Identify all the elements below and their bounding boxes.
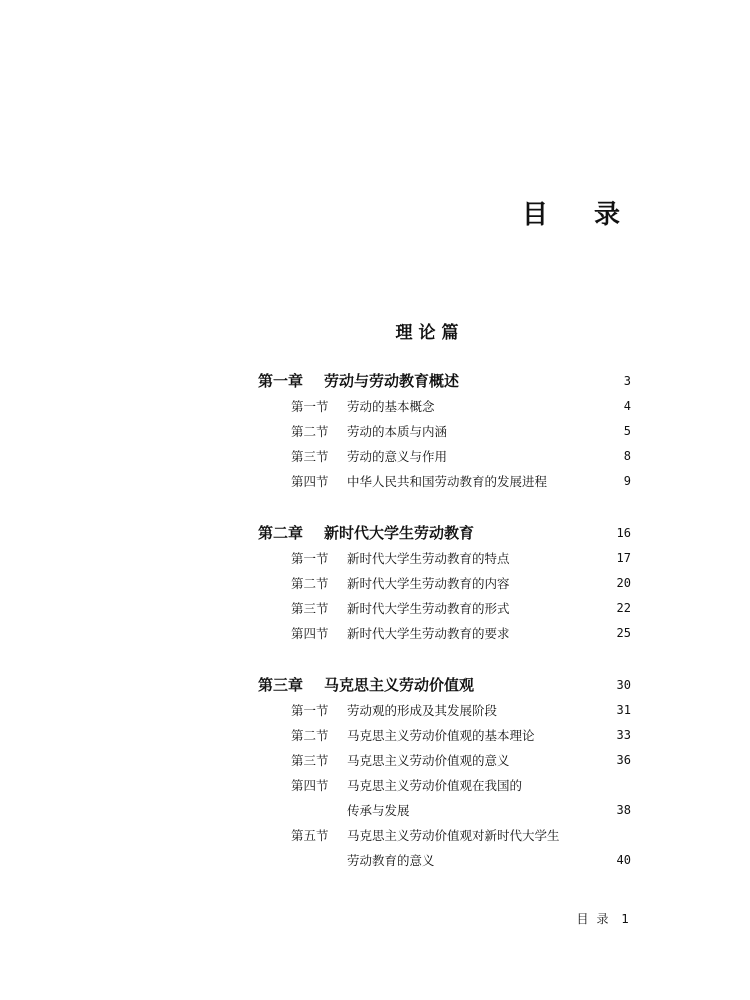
- chapter-number: 第一章: [258, 372, 304, 390]
- section-entry[interactable]: [258, 419, 631, 444]
- page-number: 3: [623, 374, 631, 388]
- part-heading: 理论篇: [395, 323, 465, 343]
- section-entry[interactable]: [258, 698, 631, 723]
- table-of-contents: [258, 368, 631, 873]
- section-number: 第一节: [291, 551, 329, 566]
- section-title: 劳动的基本概念: [347, 399, 435, 414]
- section-title: 马克思主义劳动价值观的基本理论: [347, 728, 535, 743]
- section-title: 中华人民共和国劳动教育的发展进程: [347, 474, 548, 489]
- chapter-title: 新时代大学生劳动教育: [324, 524, 475, 542]
- page-footer: [577, 910, 630, 927]
- section-entry[interactable]: [258, 723, 631, 748]
- section-number: 第三节: [291, 601, 329, 616]
- section-number: 第一节: [291, 703, 329, 718]
- section-number: 第四节: [291, 626, 329, 641]
- section-title: 劳动的意义与作用: [347, 449, 448, 464]
- page-number: 40: [616, 853, 631, 867]
- chapter-entry[interactable]: [258, 368, 631, 394]
- spacer: [258, 646, 631, 672]
- section-title-continued: 劳动教育的意义: [347, 853, 435, 868]
- page-number: 36: [616, 753, 631, 767]
- section-title: 新时代大学生劳动教育的特点: [347, 551, 510, 566]
- page-number: 17: [616, 551, 631, 565]
- chapter-number: 第三章: [258, 676, 304, 694]
- section-number: 第四节: [291, 778, 329, 793]
- page-number: 4: [623, 399, 631, 413]
- page-number: 25: [616, 626, 631, 640]
- page-number: 33: [616, 728, 631, 742]
- section-number: 第二节: [291, 728, 329, 743]
- section-number: 第四节: [291, 474, 329, 489]
- section-entry[interactable]: [258, 823, 631, 848]
- page-number: 38: [616, 803, 631, 817]
- page-number: 30: [616, 678, 631, 692]
- footer-label: 目录: [576, 912, 617, 926]
- section-entry[interactable]: [258, 773, 631, 798]
- section-title: 新时代大学生劳动教育的内容: [347, 576, 510, 591]
- section-number: 第二节: [291, 576, 329, 591]
- spacer: [258, 494, 631, 520]
- section-entry[interactable]: [258, 444, 631, 469]
- page-number: 9: [623, 474, 631, 488]
- page-number: 8: [623, 449, 631, 463]
- section-entry[interactable]: [258, 621, 631, 646]
- chapter-number: 第二章: [258, 524, 304, 542]
- page-title: 目 录: [521, 200, 630, 230]
- section-entry[interactable]: [258, 394, 631, 419]
- footer-page-number: 1: [621, 912, 630, 926]
- page-number: 22: [616, 601, 631, 615]
- section-entry[interactable]: [258, 469, 631, 494]
- page-number: 20: [616, 576, 631, 590]
- chapter-entry[interactable]: [258, 520, 631, 546]
- section-title: 新时代大学生劳动教育的要求: [347, 626, 510, 641]
- section-title: 马克思主义劳动价值观对新时代大学生: [347, 828, 560, 843]
- section-entry[interactable]: [258, 596, 631, 621]
- chapter-title: 马克思主义劳动价值观: [324, 676, 475, 694]
- page-number: 5: [623, 424, 631, 438]
- page-number: 16: [616, 526, 631, 540]
- section-entry-continued[interactable]: [258, 848, 631, 873]
- section-number: 第一节: [291, 399, 329, 414]
- section-title-continued: 传承与发展: [347, 803, 410, 818]
- section-entry[interactable]: [258, 571, 631, 596]
- section-title: 新时代大学生劳动教育的形式: [347, 601, 510, 616]
- section-title: 马克思主义劳动价值观的意义: [347, 753, 510, 768]
- section-number: 第三节: [291, 449, 329, 464]
- section-entry[interactable]: [258, 748, 631, 773]
- page-number: 31: [616, 703, 631, 717]
- section-title: 劳动的本质与内涵: [347, 424, 448, 439]
- section-number: 第三节: [291, 753, 329, 768]
- section-entry[interactable]: [258, 546, 631, 571]
- chapter-title: 劳动与劳动教育概述: [324, 372, 460, 390]
- section-entry-continued[interactable]: [258, 798, 631, 823]
- section-title: 劳动观的形成及其发展阶段: [347, 703, 498, 718]
- section-number: 第五节: [291, 828, 329, 843]
- section-title: 马克思主义劳动价值观在我国的: [347, 778, 523, 793]
- chapter-entry[interactable]: [258, 672, 631, 698]
- section-number: 第二节: [291, 424, 329, 439]
